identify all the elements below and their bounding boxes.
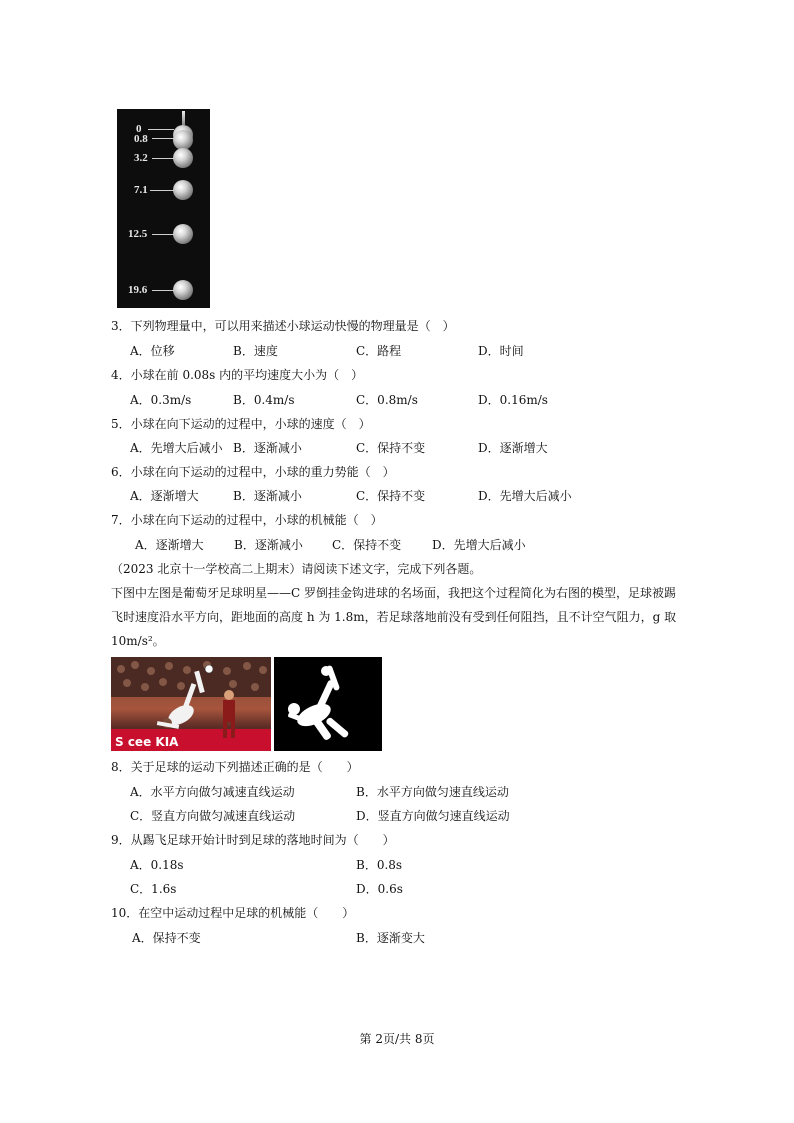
q9-option-c: C．1.6s xyxy=(130,882,177,896)
q7-option-a: A．逐渐增大 xyxy=(135,538,204,552)
scale-label: 12.5 xyxy=(128,228,148,240)
scale-tick xyxy=(152,290,174,291)
q6-option-c: C．保持不变 xyxy=(356,489,426,503)
question-10-stem: 10．在空中运动过程中足球的机械能（ ） xyxy=(111,906,355,920)
q6-option-b: B．逐渐减小 xyxy=(233,489,302,503)
question-source: （2023 北京十一学校高二上期末）请阅读下述文字，完成下列各题。 xyxy=(111,562,482,576)
ball-image-3 xyxy=(173,180,193,200)
scale-label: 19.6 xyxy=(128,284,148,296)
q3-option-b: B．速度 xyxy=(233,344,278,358)
scale-tick xyxy=(152,158,174,159)
question-9-stem: 9．从踢飞足球开始计时到足球的落地时间为（ ） xyxy=(111,833,395,847)
q3-option-c: C．路程 xyxy=(356,344,402,358)
q9-option-b: B．0.8s xyxy=(356,858,403,872)
q4-option-a: A．0.3m/s xyxy=(130,393,192,407)
bicycle-kick-photo xyxy=(111,657,271,751)
scale-tick xyxy=(152,234,174,235)
q7-option-b: B．逐渐减小 xyxy=(234,538,303,552)
scale-tick xyxy=(148,129,174,130)
q4-option-d: D．0.16m/s xyxy=(478,393,548,407)
ball-image-4 xyxy=(173,224,193,244)
scale-label: 0 xyxy=(136,123,142,135)
question-4-stem: 4．小球在前 0.08s 内的平均速度大小为（ ） xyxy=(111,368,364,382)
passage-line-3: 10m/s²。 xyxy=(111,634,165,648)
passage-line-1: 下图中左图是葡萄牙足球明星——C 罗倒挂金钩进球的名场面，我把这个过程简化为右图的模型，足球被踢 xyxy=(111,586,677,600)
q5-option-b: B．逐渐减小 xyxy=(233,441,302,455)
q4-option-b: B．0.4m/s xyxy=(233,393,295,407)
q9-option-d: D．0.6s xyxy=(356,882,403,896)
scale-tick xyxy=(152,138,174,139)
svg-text:S cee KIA: S cee KIA xyxy=(115,735,179,749)
q7-option-c: C．保持不变 xyxy=(332,538,402,552)
q5-option-a: A．先增大后减小 xyxy=(130,441,223,455)
q8-option-a: A．水平方向做匀减速直线运动 xyxy=(130,785,295,799)
scale-label: 0.8 xyxy=(134,133,148,145)
ball-image-5 xyxy=(173,280,193,300)
kick-silhouette-model xyxy=(274,657,382,751)
q3-option-a: A．位移 xyxy=(130,344,175,358)
q3-option-d: D．时间 xyxy=(478,344,524,358)
q5-option-c: C．保持不变 xyxy=(356,441,426,455)
question-8-stem: 8．关于足球的运动下列描述正确的是（ ） xyxy=(111,760,359,774)
passage-line-2: 飞时速度沿水平方向，距地面的高度 h 为 1.8m，若足球落地前没有受到任何阻挡，且不计空气阻力，g 取 xyxy=(111,610,677,624)
q5-option-d: D．逐渐增大 xyxy=(478,441,548,455)
scale-label: 3.2 xyxy=(134,152,148,164)
q8-option-b: B．水平方向做匀速直线运动 xyxy=(356,785,509,799)
question-7-stem: 7．小球在向下运动的过程中，小球的机械能（ ） xyxy=(111,513,383,527)
question-6-stem: 6．小球在向下运动的过程中，小球的重力势能（ ） xyxy=(111,465,395,479)
q7-option-d: D．先增大后减小 xyxy=(432,538,526,552)
question-3-stem: 3．下列物理量中，可以用来描述小球运动快慢的物理量是（ ） xyxy=(111,319,455,333)
ball-image-1 xyxy=(173,130,193,150)
q4-option-c: C．0.8m/s xyxy=(356,393,418,407)
q8-option-c: C．竖直方向做匀减速直线运动 xyxy=(130,809,296,823)
question-5-stem: 5．小球在向下运动的过程中，小球的速度（ ） xyxy=(111,417,371,431)
scale-label: 7.1 xyxy=(134,184,148,196)
scale-tick xyxy=(150,190,174,191)
release-rod xyxy=(182,111,185,125)
q6-option-d: D．先增大后减小 xyxy=(478,489,572,503)
ball-image-2 xyxy=(173,148,193,168)
q6-option-a: A．逐渐增大 xyxy=(130,489,199,503)
q10-option-b: B．逐渐变大 xyxy=(356,931,425,945)
q9-option-a: A．0.18s xyxy=(130,858,184,872)
q10-option-a: A．保持不变 xyxy=(132,931,201,945)
page-number: 第 2页/共 8页 xyxy=(359,1032,435,1046)
q8-option-d: D．竖直方向做匀速直线运动 xyxy=(356,809,510,823)
